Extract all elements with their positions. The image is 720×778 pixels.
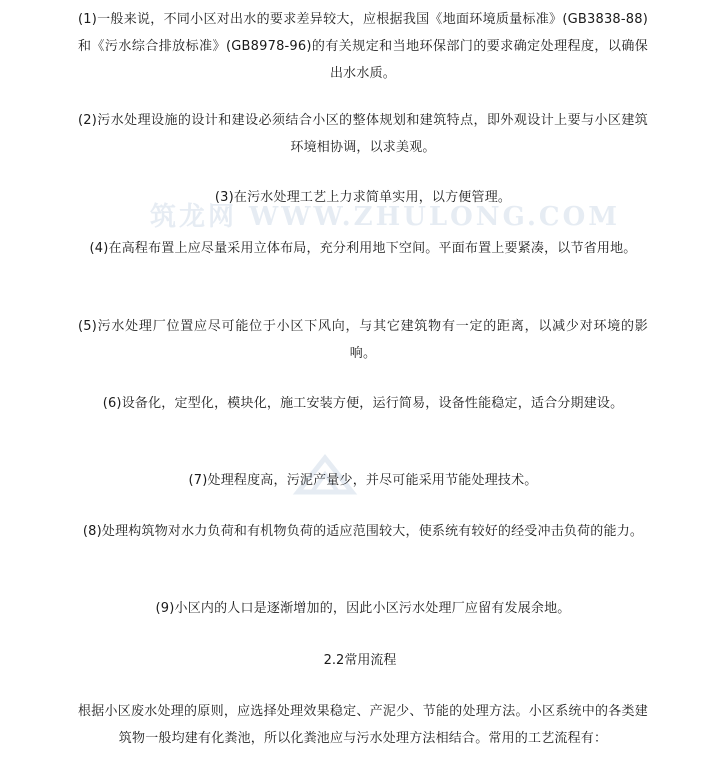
paragraph-3: (3)在污水处理工艺上力求简单实用，以方便管理。 xyxy=(214,190,512,205)
section-heading: 2.2常用流程 xyxy=(323,653,397,668)
paragraph-8: (8)处理构筑物对水力负荷和有机物负荷的适应范围较大，使系统有较好的经受冲击负荷的能力。 xyxy=(82,524,644,539)
paragraph-6: (6)设备化，定型化，模块化，施工安装方便，运行简易，设备性能稳定，适合分期建设。 xyxy=(102,396,624,411)
section-body: 根据小区废水处理的原则，应选择处理效果稳定、产泥少、节能的处理方法。小区系统中的各类建筑物一般均建有化粪池，所以化粪池应与污水处理方法相结合。常用的工艺流程有： xyxy=(78,704,648,746)
paragraph-2: (2)污水处理设施的设计和建设必须结合小区的整体规划和建筑特点，即外观设计上要与小区建筑环境相协调，以求美观。 xyxy=(78,113,648,155)
paragraph-5: (5)污水处理厂位置应尽可能位于小区下风向，与其它建筑物有一定的距离，以减少对环境的影响。 xyxy=(78,319,648,361)
paragraph-4: (4)在高程布置上应尽量采用立体布局，充分利用地下空间。平面布置上要紧凑，以节省用地。 xyxy=(89,241,637,256)
paragraph-9: (9)小区内的人口是逐渐增加的，因此小区污水处理厂应留有发展余地。 xyxy=(155,601,571,616)
paragraph-1: (1)一般来说，不同小区对出水的要求差异较大，应根据我国《地面环境质量标准》(GB3838-88)和《污水综合排放标准》(GB8978-96)的有关规定和当地环保部门的要求确定处理程度，以确保出水水质。 xyxy=(78,12,648,81)
paragraph-7: (7)处理程度高，污泥产量少，并尽可能采用节能处理技术。 xyxy=(188,473,538,488)
watermark-text: 筑龙网 WWW.ZHULONG.COM xyxy=(150,202,621,232)
